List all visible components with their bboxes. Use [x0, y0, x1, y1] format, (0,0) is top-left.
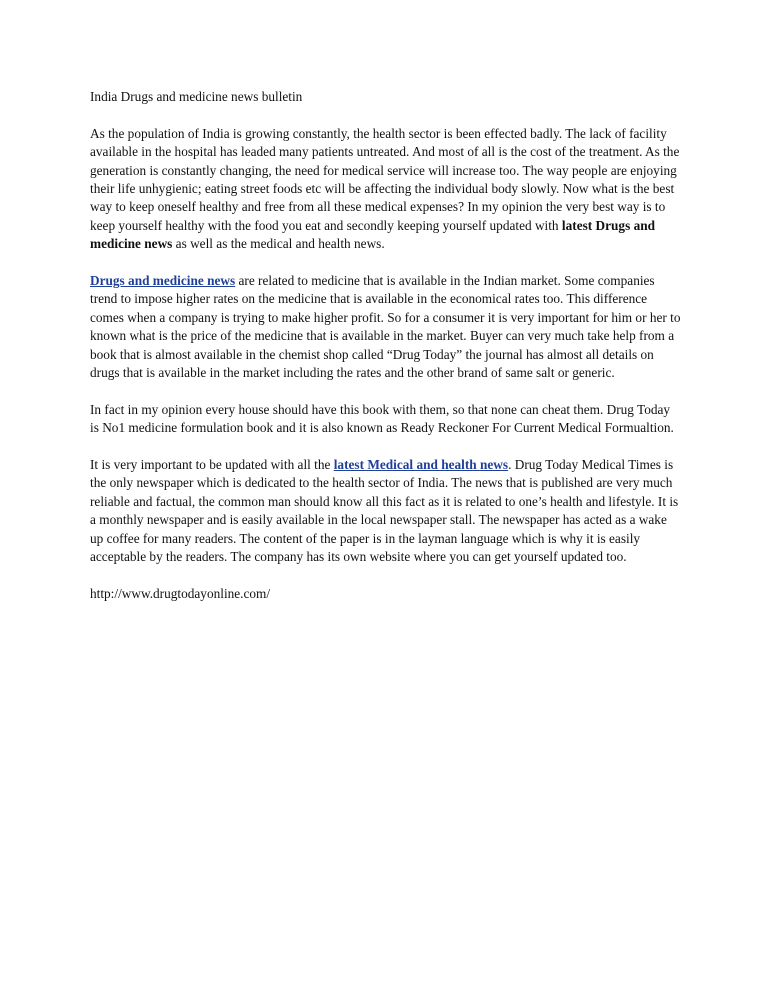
link-drugs-and-medicine-news[interactable]: Drugs and medicine news [90, 273, 236, 289]
paragraph-medical-times [90, 456, 682, 566]
document-page [90, 88, 682, 622]
bold-phrase-latest-drugs-news: latest Drugs and medicine news [90, 217, 656, 252]
paragraph-medical-times-text-a: It is very important to be updated with all the [90, 457, 334, 473]
paragraph-drugs-news-text: are related to medicine that is available in the Indian market. Some companies trend to impose higher rates on the medicine that is available in the economical rates too. This difference comes when a company is trying to make higher profit. So for a consumer it is very important for him or her to known what is the price of the medicine that is available in the market. Buyer can very much take help from a book that is almost available in the chemist shop called “Drug Today” the journal has almost all details on drugs that is available in the market including the rates and the other brand of same salt or generic. [90, 273, 681, 381]
document-title: India Drugs and medicine news bulletin [90, 89, 303, 104]
paragraph-medical-times-text-b: . Drug Today Medical Times is the only newspaper which is dedicated to the health sector of India. The news that is published are very much reliable and factual, the common man should know all this fact as it is related to one’s health and lifestyle. It is a monthly newspaper and is easily available in the local newspaper stall. The newspaper has acted as a wake up coffee for many readers. The content of the paper is in the layman language which is why it is easily acceptable by the readers. The company has its own website where you can get yourself updated too. [90, 457, 679, 565]
paragraph-intro-text-b: as well as the medical and health news. [172, 236, 385, 252]
website-url: http://www.drugtodayonline.com/ [90, 585, 271, 601]
paragraph-drug-today-book: In fact in my opinion every house should have this book with them, so that none can cheat them. Drug Today is No1 medicine formulation book and it is also known as Ready Reckoner For Current Medical Formualtion. [90, 401, 674, 436]
paragraph-intro [90, 125, 682, 254]
paragraph-drugs-news [90, 272, 682, 382]
paragraph-intro-text-a: As the population of India is growing constantly, the health sector is been effected badly. The lack of facility available in the hospital has leaded many patients untreated. And most of all is the cost of the treatment. As the generation is constantly changing, the need for medical service will increase too. The way people are enjoying their life unhygienic; eating street foods etc will be affecting the individual body slowly. Now what is the best way to keep oneself healthy and free from all these medical expenses? In my opinion the very best way is to keep yourself healthy with the food you eat and secondly keeping yourself updated with [90, 125, 680, 233]
link-latest-medical-health-news[interactable]: latest Medical and health news [333, 457, 509, 473]
